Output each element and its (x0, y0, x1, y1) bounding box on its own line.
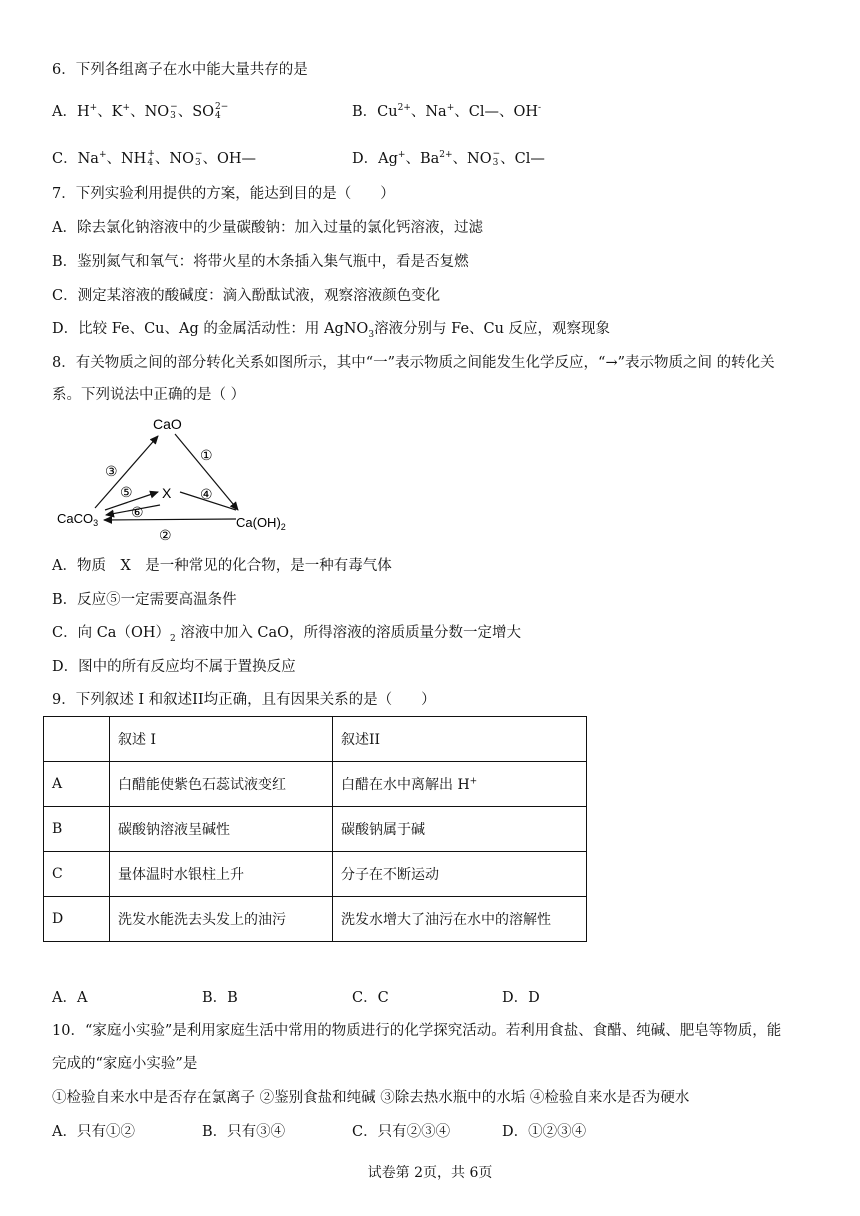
q9-option-d: D．D (502, 990, 540, 1006)
q8-stem-line1: 8．有关物质之间的部分转化关系如图所示，其中“一”表示物质之间能发生化学反应，“→”表示物质之间 的转化关 (52, 355, 775, 371)
node-cao: CaO (153, 416, 182, 432)
q6-stem: 6．下列各组离子在水中能大量共存的是 (52, 62, 308, 78)
label-r5: ⑤ (120, 484, 133, 500)
q8-option-a: A．物质 X 是一种常见的化合物，是一种有毒气体 (52, 558, 392, 574)
table-header-row (44, 717, 587, 762)
table-cell: 洗发水增大了油污在水中的溶解性 (333, 897, 587, 942)
q7-option-d: D．比较 Fe、Cu、Ag 的金属活动性：用 AgNO$_3$溶液分别与 Fe、Cu 反应，观察现象 (52, 321, 611, 340)
q6-option-c: C．Na+、NH + 4 、NO − 3 、OH— (52, 148, 257, 168)
q8-option-b: B．反应⑤一定需要高温条件 (52, 592, 237, 608)
table-cell: 白醋在水中离解出 H+ (333, 762, 587, 807)
q9-option-a: A．A (52, 990, 88, 1006)
table-cell (44, 717, 110, 762)
q6-option-d: D．Ag+、$Ba^{2+}$、NO − 3 、Cl— (352, 148, 545, 168)
q6-option-b: B．$Cu^{2+}$、Na+、Cl—、OH- (352, 103, 542, 120)
table-cell: 量体温时水银柱上升 (110, 852, 333, 897)
node-x: X (162, 485, 172, 501)
node-caco3: CaCO$_3$ (57, 511, 99, 528)
page-footer: 试卷第 2页，共 6页 (367, 1165, 493, 1181)
table-cell: C (44, 852, 110, 897)
q9-table (43, 716, 587, 942)
label-r6: ⑥ (131, 504, 144, 520)
node-caoh2: $Ca(OH)_2$ (236, 515, 286, 532)
q7-option-b: B．鉴别氮气和氧气：将带火星的木条插入集气瓶中，看是否复燃 (52, 254, 469, 270)
label-r4: ④ (200, 486, 213, 502)
table-cell: B (44, 807, 110, 852)
q10-items: ①检验自来水中是否存在氯离子 ②鉴别食盐和纯碱 ③除去热水瓶中的水垢 ④检验自来水是否为硬水 (52, 1090, 690, 1106)
table-cell: 洗发水能洗去头发上的油污 (110, 897, 333, 942)
table-cell: 叙述II (333, 717, 587, 762)
q9-option-c: C．C (352, 990, 389, 1006)
q10-option-d: D．①②③④ (502, 1124, 587, 1140)
q9-option-b: B．B (202, 990, 238, 1006)
q8-conversion-diagram (50, 412, 310, 547)
table-cell: A (44, 762, 110, 807)
label-r3: ③ (105, 463, 118, 479)
table-cell: 叙述 I (110, 717, 333, 762)
table-row (44, 897, 587, 942)
table-cell: D (44, 897, 110, 942)
label-r1: ① (200, 447, 213, 463)
arrow-caoh2-to-caco3 (104, 519, 236, 520)
q7-option-c: C．测定某溶液的酸碱度：滴入酚酞试液，观察溶液颜色变化 (52, 288, 441, 304)
q9-stem: 9．下列叙述 I 和叙述II均正确，且有因果关系的是（ ） (52, 692, 436, 708)
q10-option-c: C．只有②③④ (352, 1124, 451, 1140)
table-cell: 白醋能使紫色石蕊试液变红 (110, 762, 333, 807)
q10-option-b: B．只有③④ (202, 1124, 286, 1140)
label-r2: ② (159, 527, 172, 543)
q10-stem-line1: 10．“家庭小实验”是利用家庭生活中常用的物质进行的化学探究活动。若利用食盐、食醋、纯碱、肥皂等物质，能 (52, 1023, 782, 1039)
q7-stem: 7．下列实验利用提供的方案，能达到目的是（ ） (52, 186, 395, 202)
table-row (44, 762, 587, 807)
q8-stem-line2: 系。下列说法中正确的是（ ） (52, 387, 246, 403)
table-row (44, 807, 587, 852)
table-row (44, 852, 587, 897)
table-cell: 分子在不断运动 (333, 852, 587, 897)
q8-option-d: D．图中的所有反应均不属于置换反应 (52, 659, 296, 675)
q10-stem-line2: 完成的“家庭小实验”是 (52, 1056, 198, 1072)
table-cell: 碳酸钠属于碱 (333, 807, 587, 852)
q10-option-a: A．只有①② (52, 1124, 135, 1140)
q7-option-a: A．除去氯化钠溶液中的少量碳酸钠：加入过量的氯化钙溶液，过滤 (52, 220, 483, 236)
q6-option-a: A．H+、K+、NO − 3 、SO 2− 4 (52, 101, 229, 121)
table-cell: 碳酸钠溶液呈碱性 (110, 807, 333, 852)
q8-option-c: C．向 $Ca(OH)_2$ 溶液中加入 CaO，所得溶液的溶质质量分数一定增大 (52, 625, 522, 644)
